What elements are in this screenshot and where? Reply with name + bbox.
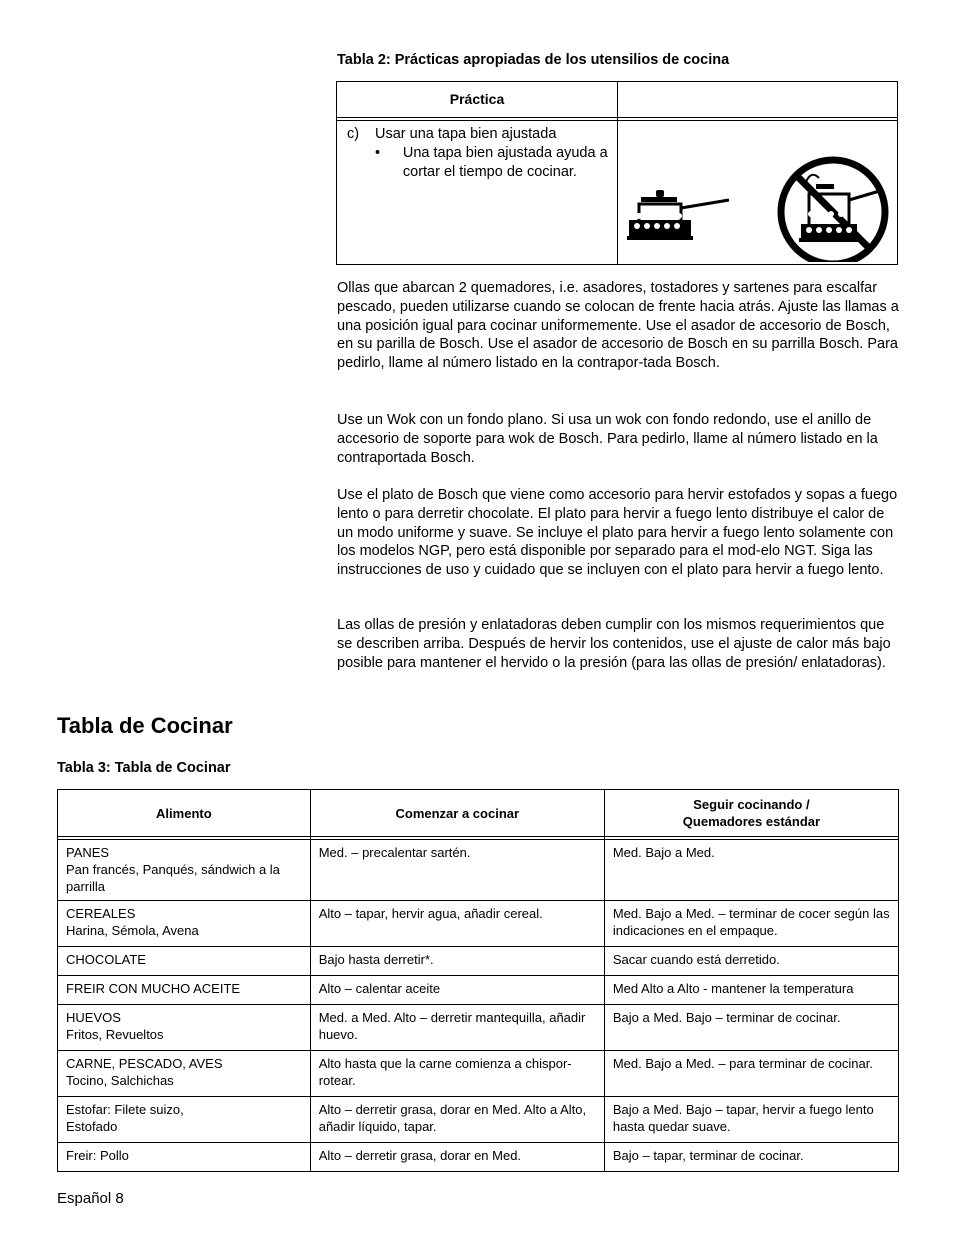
food-cell: CEREALES Harina, Sémola, Avena bbox=[58, 901, 311, 947]
paragraph-simmer-plate: Use el plato de Bosch que viene como accesorio para hervir estofados y sopas a fuego lento o para derretir chocolate. El plato para hervir a fuego lento distribuye el calor de un modo uniforme y suave. Se incluye el plato para hervir a fuego lento solamente con los modelos NGP, pero está disponible por separado para el mod-elo NGT. Siga las instrucciones de uso y cuidado que se incluyen con el plato para hervir a fuego lento. bbox=[337, 487, 898, 579]
header-continue-cooking: Seguir cocinando / Quemadores estándar bbox=[604, 790, 898, 837]
table2-column-divider bbox=[617, 82, 618, 264]
food-cell: PANES Pan francés, Panqués, sándwich a la parrilla bbox=[58, 840, 311, 901]
start-cell: Med. – precalentar sartén. bbox=[310, 840, 604, 901]
continue-cell: Sacar cuando está derretido. bbox=[604, 947, 898, 976]
start-cell: Alto – calentar aceite bbox=[310, 976, 604, 1005]
header-food: Alimento bbox=[58, 790, 311, 837]
continue-cell: Med Alto a Alto - mantener la temperatura bbox=[604, 976, 898, 1005]
start-cell: Alto hasta que la carne comienza a chispor-rotear. bbox=[310, 1051, 604, 1097]
start-cell: Alto – derretir grasa, dorar en Med. bbox=[310, 1143, 604, 1172]
continue-cell: Med. Bajo a Med. – para terminar de cocinar. bbox=[604, 1051, 898, 1097]
paragraph-wok: Use un Wok con un fondo plano. Si usa un wok con fondo redondo, use el anillo de accesorio de soporte para wok de Bosch. Para pedirlo, llame al número listado en la contraportada Bosch. bbox=[337, 412, 878, 466]
continue-cell: Bajo a Med. Bajo – tapar, hervir a fuego lento hasta quedar suave. bbox=[604, 1097, 898, 1143]
table2-header-practice: Práctica bbox=[449, 91, 505, 107]
header-start-cooking: Comenzar a cocinar bbox=[310, 790, 604, 837]
table-row bbox=[58, 1005, 899, 1051]
no-uncovered-pot-icon bbox=[781, 160, 885, 262]
table-row bbox=[58, 1051, 899, 1097]
section-title: Tabla de Cocinar bbox=[57, 713, 233, 738]
food-cell: FREIR CON MUCHO ACEITE bbox=[58, 976, 311, 1005]
table3-caption: Tabla 3: Tabla de Cocinar bbox=[57, 760, 231, 776]
food-cell: CARNE, PESCADO, AVES Tocino, Salchichas bbox=[58, 1051, 311, 1097]
food-cell: Freir: Pollo bbox=[58, 1143, 311, 1172]
practice-item-label: c) bbox=[347, 126, 360, 142]
table-row bbox=[58, 976, 899, 1005]
covered-pot-icon bbox=[627, 190, 729, 240]
table-row bbox=[58, 901, 899, 947]
table3-header-row bbox=[58, 790, 899, 837]
continue-cell: Med. Bajo a Med. bbox=[604, 840, 898, 901]
practice-bullet-text: Una tapa bien ajustada ayuda a cortar el tiempo de cocinar. bbox=[402, 145, 608, 180]
cookware-practices-table bbox=[336, 81, 898, 265]
start-cell: Med. a Med. Alto – derretir mantequilla, añadir huevo. bbox=[310, 1005, 604, 1051]
cooking-table bbox=[57, 789, 899, 1172]
start-cell: Alto – tapar, hervir agua, añadir cereal. bbox=[310, 901, 604, 947]
paragraph-two-burner-pots: Ollas que abarcan 2 quemadores, i.e. asadores, tostadores y sartenes para escalfar pescado, pueden utilizarse cuando se colocan de frente hacia atrás. Ajuste las llamas a una posición igual para cocinar uniformemente. Use el asador de accesorio de Bosch, en su parilla de Bosch. Use el asador de accesorio de Bosch en su parrilla Bosch. Para pedirlo, llame al número listado en la contrapor-tada Bosch. bbox=[337, 280, 899, 372]
table-row bbox=[58, 947, 899, 976]
table-row bbox=[58, 1143, 899, 1172]
paragraph-pressure-cookers: Las ollas de presión y enlatadoras deben cumplir con los mismos requerimientos que se describen arriba. Después de hervir los contenidos, use el ajuste de calor más bajo posible para mantener el hervido o la presión (para las ollas de presión/ enlatadoras). bbox=[337, 617, 891, 671]
bullet: • bbox=[375, 145, 381, 161]
page-footer: Español 8 bbox=[57, 1190, 124, 1207]
start-cell: Alto – derretir grasa, dorar en Med. Alto a Alto, añadir líquido, tapar. bbox=[310, 1097, 604, 1143]
continue-cell: Bajo – tapar, terminar de cocinar. bbox=[604, 1143, 898, 1172]
table-row bbox=[58, 840, 899, 901]
table-row bbox=[58, 1097, 899, 1143]
pot-lid-illustration bbox=[621, 142, 895, 262]
food-cell: CHOCOLATE bbox=[58, 947, 311, 976]
food-cell: HUEVOS Fritos, Revueltos bbox=[58, 1005, 311, 1051]
table2-caption: Tabla 2: Prácticas apropiadas de los utensilios de cocina bbox=[337, 52, 730, 68]
continue-cell: Bajo a Med. Bajo – terminar de cocinar. bbox=[604, 1005, 898, 1051]
table2-practice-cell bbox=[347, 125, 612, 182]
start-cell: Bajo hasta derretir*. bbox=[310, 947, 604, 976]
continue-cell: Med. Bajo a Med. – terminar de cocer según las indicaciones en el empaque. bbox=[604, 901, 898, 947]
food-cell: Estofar: Filete suizo, Estofado bbox=[58, 1097, 311, 1143]
practice-item-text: Usar una tapa bien ajustada bbox=[375, 126, 557, 142]
